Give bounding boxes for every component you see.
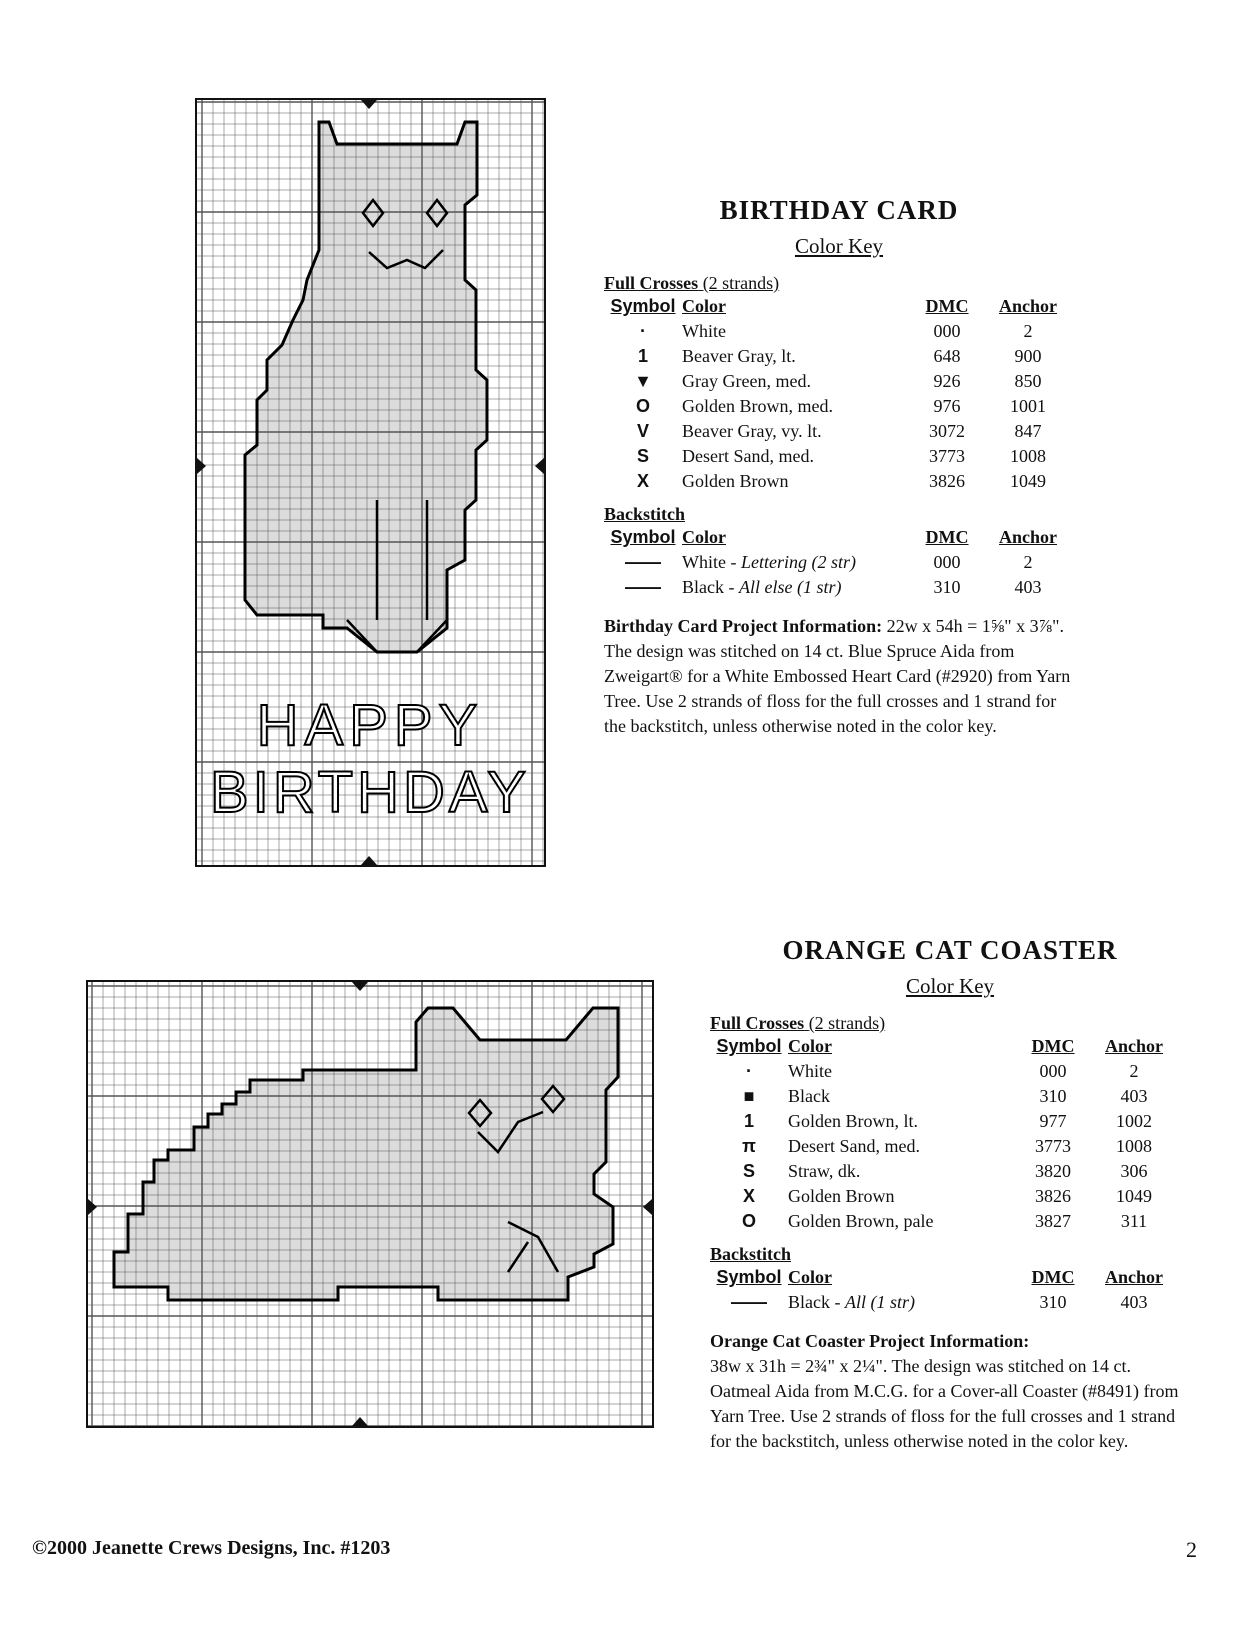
key-anchor: 1049 <box>1116 1186 1152 1206</box>
key-header-row <box>710 1034 1175 1059</box>
key-dmc: 648 <box>933 346 961 366</box>
key-anchor: 847 <box>1014 421 1042 441</box>
key-color-detail: All (1 str) <box>844 1292 915 1312</box>
key-header-row <box>710 1265 1175 1290</box>
key-header-row <box>604 294 1069 319</box>
dmc-header: DMC <box>1031 1267 1075 1287</box>
key-dmc: 3827 <box>1035 1211 1071 1231</box>
key-dmc: 310 <box>1039 1086 1067 1106</box>
key-dmc: 3773 <box>1035 1136 1071 1156</box>
page-number: 2 <box>1186 1537 1197 1562</box>
birthday-info <box>604 614 1074 739</box>
key-color-name: White <box>682 321 726 341</box>
key-symbol: —— <box>731 1292 767 1312</box>
key-color-name: Golden Brown, lt. <box>788 1111 918 1131</box>
color-header: Color <box>682 527 726 547</box>
dmc-header: DMC <box>1031 1036 1075 1056</box>
key-dmc: 3820 <box>1035 1161 1071 1181</box>
full-crosses-note: (2 strands) <box>702 273 780 293</box>
key-row <box>604 444 1069 469</box>
coaster-info-text: 38w x 31h = 2¾" x 2¼". The design was stitched on 14 ct. Oatmeal Aida from M.C.G. for a Cover-all Coaster (#8491) from Yarn Tree. Use 2 strands of floss for the full crosses and 1 strand for the backstitch, unless otherwise noted in the color key. <box>710 1356 1179 1451</box>
color-header: Color <box>788 1267 832 1287</box>
key-dmc: 3826 <box>1035 1186 1071 1206</box>
key-anchor: 2 <box>1129 1061 1139 1081</box>
key-row <box>604 550 1069 575</box>
key-symbol: 1 <box>743 1111 754 1131</box>
key-dmc: 310 <box>933 577 961 597</box>
key-anchor: 1001 <box>1010 396 1046 416</box>
key-row <box>710 1134 1175 1159</box>
key-color-name: Black - All else (1 str) <box>682 577 842 597</box>
key-symbol: O <box>741 1211 756 1231</box>
key-row <box>710 1109 1175 1134</box>
coaster-back-table <box>710 1265 1175 1315</box>
key-symbol: O <box>635 396 650 416</box>
key-row <box>710 1290 1175 1315</box>
key-row <box>604 394 1069 419</box>
key-color-name: Desert Sand, med. <box>788 1136 920 1156</box>
key-anchor: 1002 <box>1116 1111 1152 1131</box>
key-row <box>710 1059 1175 1084</box>
key-row <box>604 419 1069 444</box>
birthday-chart <box>195 98 546 867</box>
key-row <box>604 369 1069 394</box>
key-dmc: 000 <box>933 552 961 572</box>
key-symbol: π <box>742 1136 756 1156</box>
key-color-name: Black <box>788 1086 830 1106</box>
coaster-chart <box>86 980 654 1428</box>
key-symbol: —— <box>625 577 661 597</box>
birthday-back-label: Backstitch <box>604 504 685 524</box>
key-symbol: S <box>636 446 649 466</box>
key-color-name: Golden Brown <box>788 1186 895 1206</box>
key-row <box>604 344 1069 369</box>
key-dmc: 3072 <box>929 421 965 441</box>
key-dmc: 310 <box>1039 1292 1067 1312</box>
birthday-info-label: Birthday Card Project Information: <box>604 616 883 636</box>
key-color-name: Beaver Gray, vy. lt. <box>682 421 822 441</box>
key-row <box>604 319 1069 344</box>
dmc-header: DMC <box>925 296 969 316</box>
anchor-header: Anchor <box>999 296 1057 316</box>
symbol-header: Symbol <box>610 296 676 316</box>
birthday-full-label <box>604 273 1074 294</box>
color-header: Color <box>682 296 726 316</box>
key-color-name: White - Lettering (2 str) <box>682 552 856 572</box>
key-symbol: X <box>742 1186 755 1206</box>
coaster-info-label: Orange Cat Coaster Project Information: <box>710 1331 1030 1351</box>
birthday-full-table <box>604 294 1069 494</box>
key-dmc: 926 <box>933 371 961 391</box>
birthday-title: BIRTHDAY CARD <box>719 195 959 225</box>
key-symbol: —— <box>625 552 661 572</box>
key-dmc: 000 <box>933 321 961 341</box>
key-symbol: · <box>640 321 646 341</box>
key-anchor: 403 <box>1120 1292 1148 1312</box>
key-anchor: 900 <box>1014 346 1042 366</box>
coaster-back-label: Backstitch <box>710 1244 791 1264</box>
key-anchor: 403 <box>1014 577 1042 597</box>
key-color-name: Straw, dk. <box>788 1161 861 1181</box>
anchor-header: Anchor <box>999 527 1057 547</box>
key-anchor: 1008 <box>1116 1136 1152 1156</box>
key-anchor: 850 <box>1014 371 1042 391</box>
key-anchor: 311 <box>1120 1211 1148 1231</box>
birthday-subtitle: Color Key <box>794 234 884 258</box>
key-anchor: 1049 <box>1010 471 1046 491</box>
birthday-info-text: 22w x 54h = 1⅝" x 3⅞". The design was stitched on 14 ct. Blue Spruce Aida from Zweigart® for a White Embossed Heart Card (#2920) from Yarn Tree. Use 2 strands of floss for the full crosses and 1 strand for the backstitch, unless otherwise noted in the color key. <box>604 616 1071 736</box>
key-symbol: · <box>746 1061 752 1081</box>
copyright-footer: ©2000 Jeanette Crews Designs, Inc. #1203 <box>32 1537 391 1559</box>
symbol-header: Symbol <box>610 527 676 547</box>
key-anchor: 2 <box>1023 552 1033 572</box>
birthday-chart-grid <box>197 100 544 865</box>
key-color-name: Desert Sand, med. <box>682 446 814 466</box>
key-row <box>710 1184 1175 1209</box>
key-anchor: 1008 <box>1010 446 1046 466</box>
full-crosses-label: Full Crosses <box>604 273 699 293</box>
lettering-birthday: BIRTHDAY <box>210 760 530 825</box>
birthday-back-table <box>604 525 1069 600</box>
key-symbol: ■ <box>743 1086 755 1106</box>
key-color-detail: All else (1 str) <box>738 577 842 597</box>
coaster-subtitle: Color Key <box>905 974 995 998</box>
key-row <box>710 1209 1175 1234</box>
coaster-title: ORANGE CAT COASTER <box>782 935 1118 965</box>
coaster-full-label <box>710 1013 1190 1034</box>
key-dmc: 000 <box>1039 1061 1067 1081</box>
coaster-info <box>710 1329 1190 1454</box>
key-row <box>710 1084 1175 1109</box>
key-dmc: 3773 <box>929 446 965 466</box>
key-symbol: ▼ <box>634 371 652 391</box>
key-dmc: 3826 <box>929 471 965 491</box>
key-row <box>604 575 1069 600</box>
key-color-name: White <box>788 1061 832 1081</box>
symbol-header: Symbol <box>716 1036 782 1056</box>
key-color-name: Golden Brown, med. <box>682 396 833 416</box>
dmc-header: DMC <box>925 527 969 547</box>
key-symbol: X <box>636 471 649 491</box>
lettering-happy: HAPPY <box>256 693 484 758</box>
coaster-color-key <box>710 935 1190 1454</box>
key-color-name: Gray Green, med. <box>682 371 811 391</box>
birthday-color-key <box>604 195 1074 739</box>
key-row <box>604 469 1069 494</box>
key-dmc: 977 <box>1039 1111 1067 1131</box>
key-color-name: Golden Brown <box>682 471 789 491</box>
anchor-header: Anchor <box>1105 1267 1163 1287</box>
key-color-detail: Lettering (2 str) <box>740 552 856 572</box>
anchor-header: Anchor <box>1105 1036 1163 1056</box>
color-header: Color <box>788 1036 832 1056</box>
key-color-name: Beaver Gray, lt. <box>682 346 796 366</box>
key-symbol: S <box>742 1161 755 1181</box>
key-symbol: V <box>636 421 649 441</box>
key-color-name: Golden Brown, pale <box>788 1211 934 1231</box>
key-header-row <box>604 525 1069 550</box>
coaster-full-table <box>710 1034 1175 1234</box>
key-color-name: Black - All (1 str) <box>788 1292 915 1312</box>
key-anchor: 2 <box>1023 321 1033 341</box>
key-anchor: 306 <box>1120 1161 1148 1181</box>
key-anchor: 403 <box>1120 1086 1148 1106</box>
key-dmc: 976 <box>933 396 961 416</box>
coaster-chart-grid <box>88 982 652 1426</box>
key-symbol: 1 <box>637 346 648 366</box>
full-crosses-label: Full Crosses <box>710 1013 805 1033</box>
full-crosses-note: (2 strands) <box>808 1013 886 1033</box>
key-row <box>710 1159 1175 1184</box>
symbol-header: Symbol <box>716 1267 782 1287</box>
